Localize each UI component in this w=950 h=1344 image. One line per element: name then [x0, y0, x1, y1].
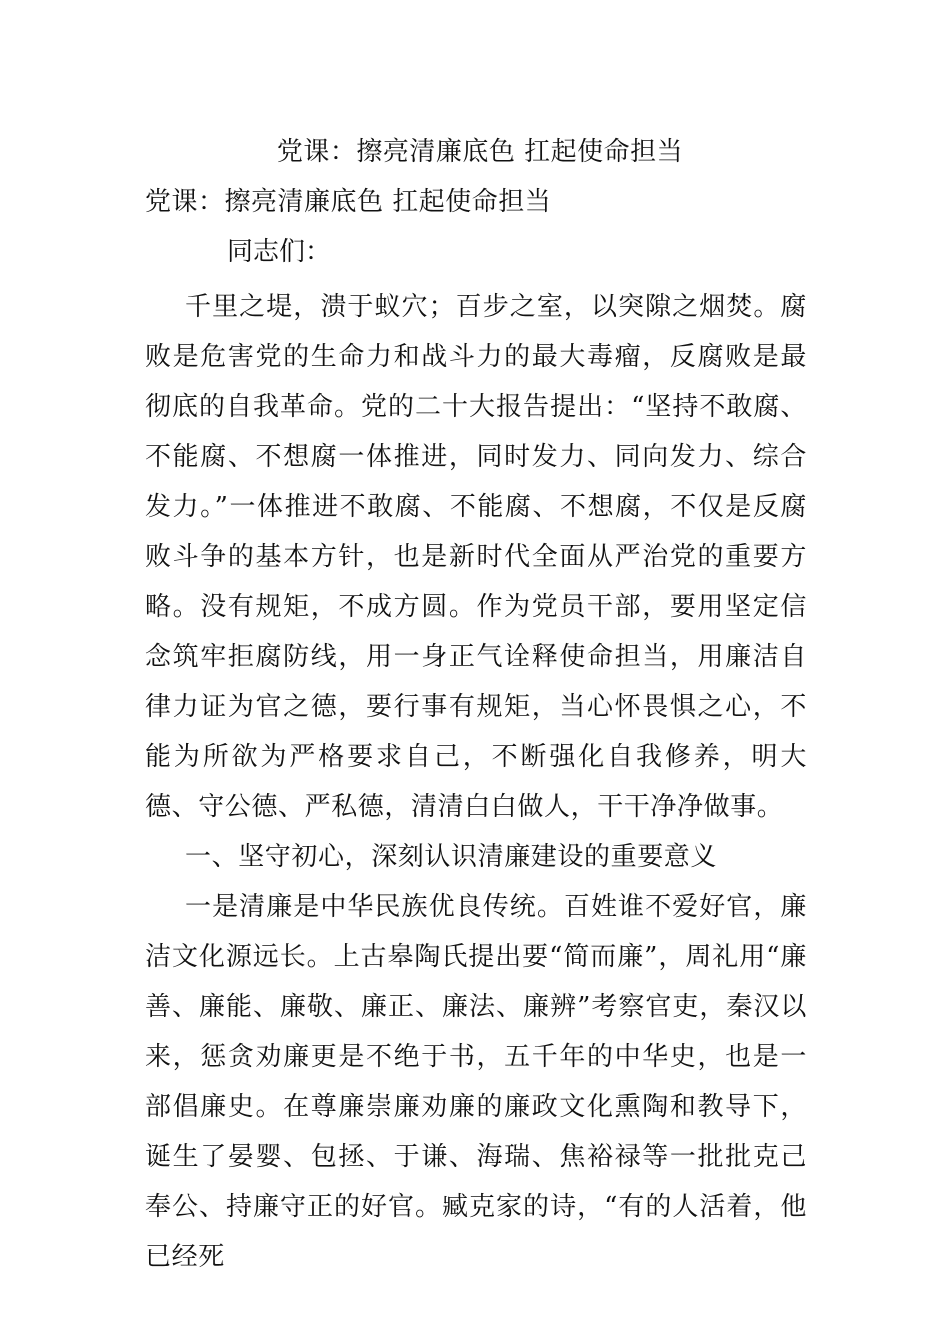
document-title: 党课：擦亮清廉底色 扛起使命担当 — [276, 137, 684, 167]
intro-paragraph: 千里之堤，溃于蚁穴；百步之室，以突隙之烟焚。腐败是危害党的生命力和战斗力的最大毒瘤，反腐败是最彻底的自我革命。党的二十大报告提出：“坚持不敢腐、不能腐、不想腐一体推进，同时发力、同向发力、综合发力。”一体推进不敢腐、不能腐、不想腐，不仅是反腐败斗争的基本方针，也是新时代全面从严治党的重要方略。没有规矩，不成方圆。作为党员干部，要用坚定信念筑牢拒腐防线，用一身正气诠释使命担当，用廉洁自律力证为官之德，要行事有规矩，当心怀畏惧之心，不能为所欲为严格要求自己，不断强化自我修养，明大德、守公德、严私德，清清白白做人，干干净净做事。 — [145, 292, 807, 822]
section-heading: 一、坚守初心，深刻认识清廉建设的重要意义 — [185, 842, 718, 872]
body-text — [145, 282, 807, 1282]
section-paragraph: 一是清廉是中华民族优良传统。百姓谁不爱好官，廉洁文化源远长。上古皋陶氏提出要“简而廉”，周礼用“廉善、廉能、廉敬、廉正、廉法、廉辨”考察官吏，秦汉以来，惩贪劝廉更是不绝于书，五千年的中华史，也是一部倡廉史。在尊廉崇廉劝廉的廉政文化熏陶和教导下，诞生了晏婴、包拯、于谦、海瑞、焦裕禄等一批批克己奉公、持廉守正的好官。臧克家的诗，“有的人活着，他已经死 — [145, 892, 807, 1272]
salutation: 同志们： — [227, 237, 332, 267]
document-subtitle: 党课：擦亮清廉底色 扛起使命担当 — [145, 187, 552, 217]
